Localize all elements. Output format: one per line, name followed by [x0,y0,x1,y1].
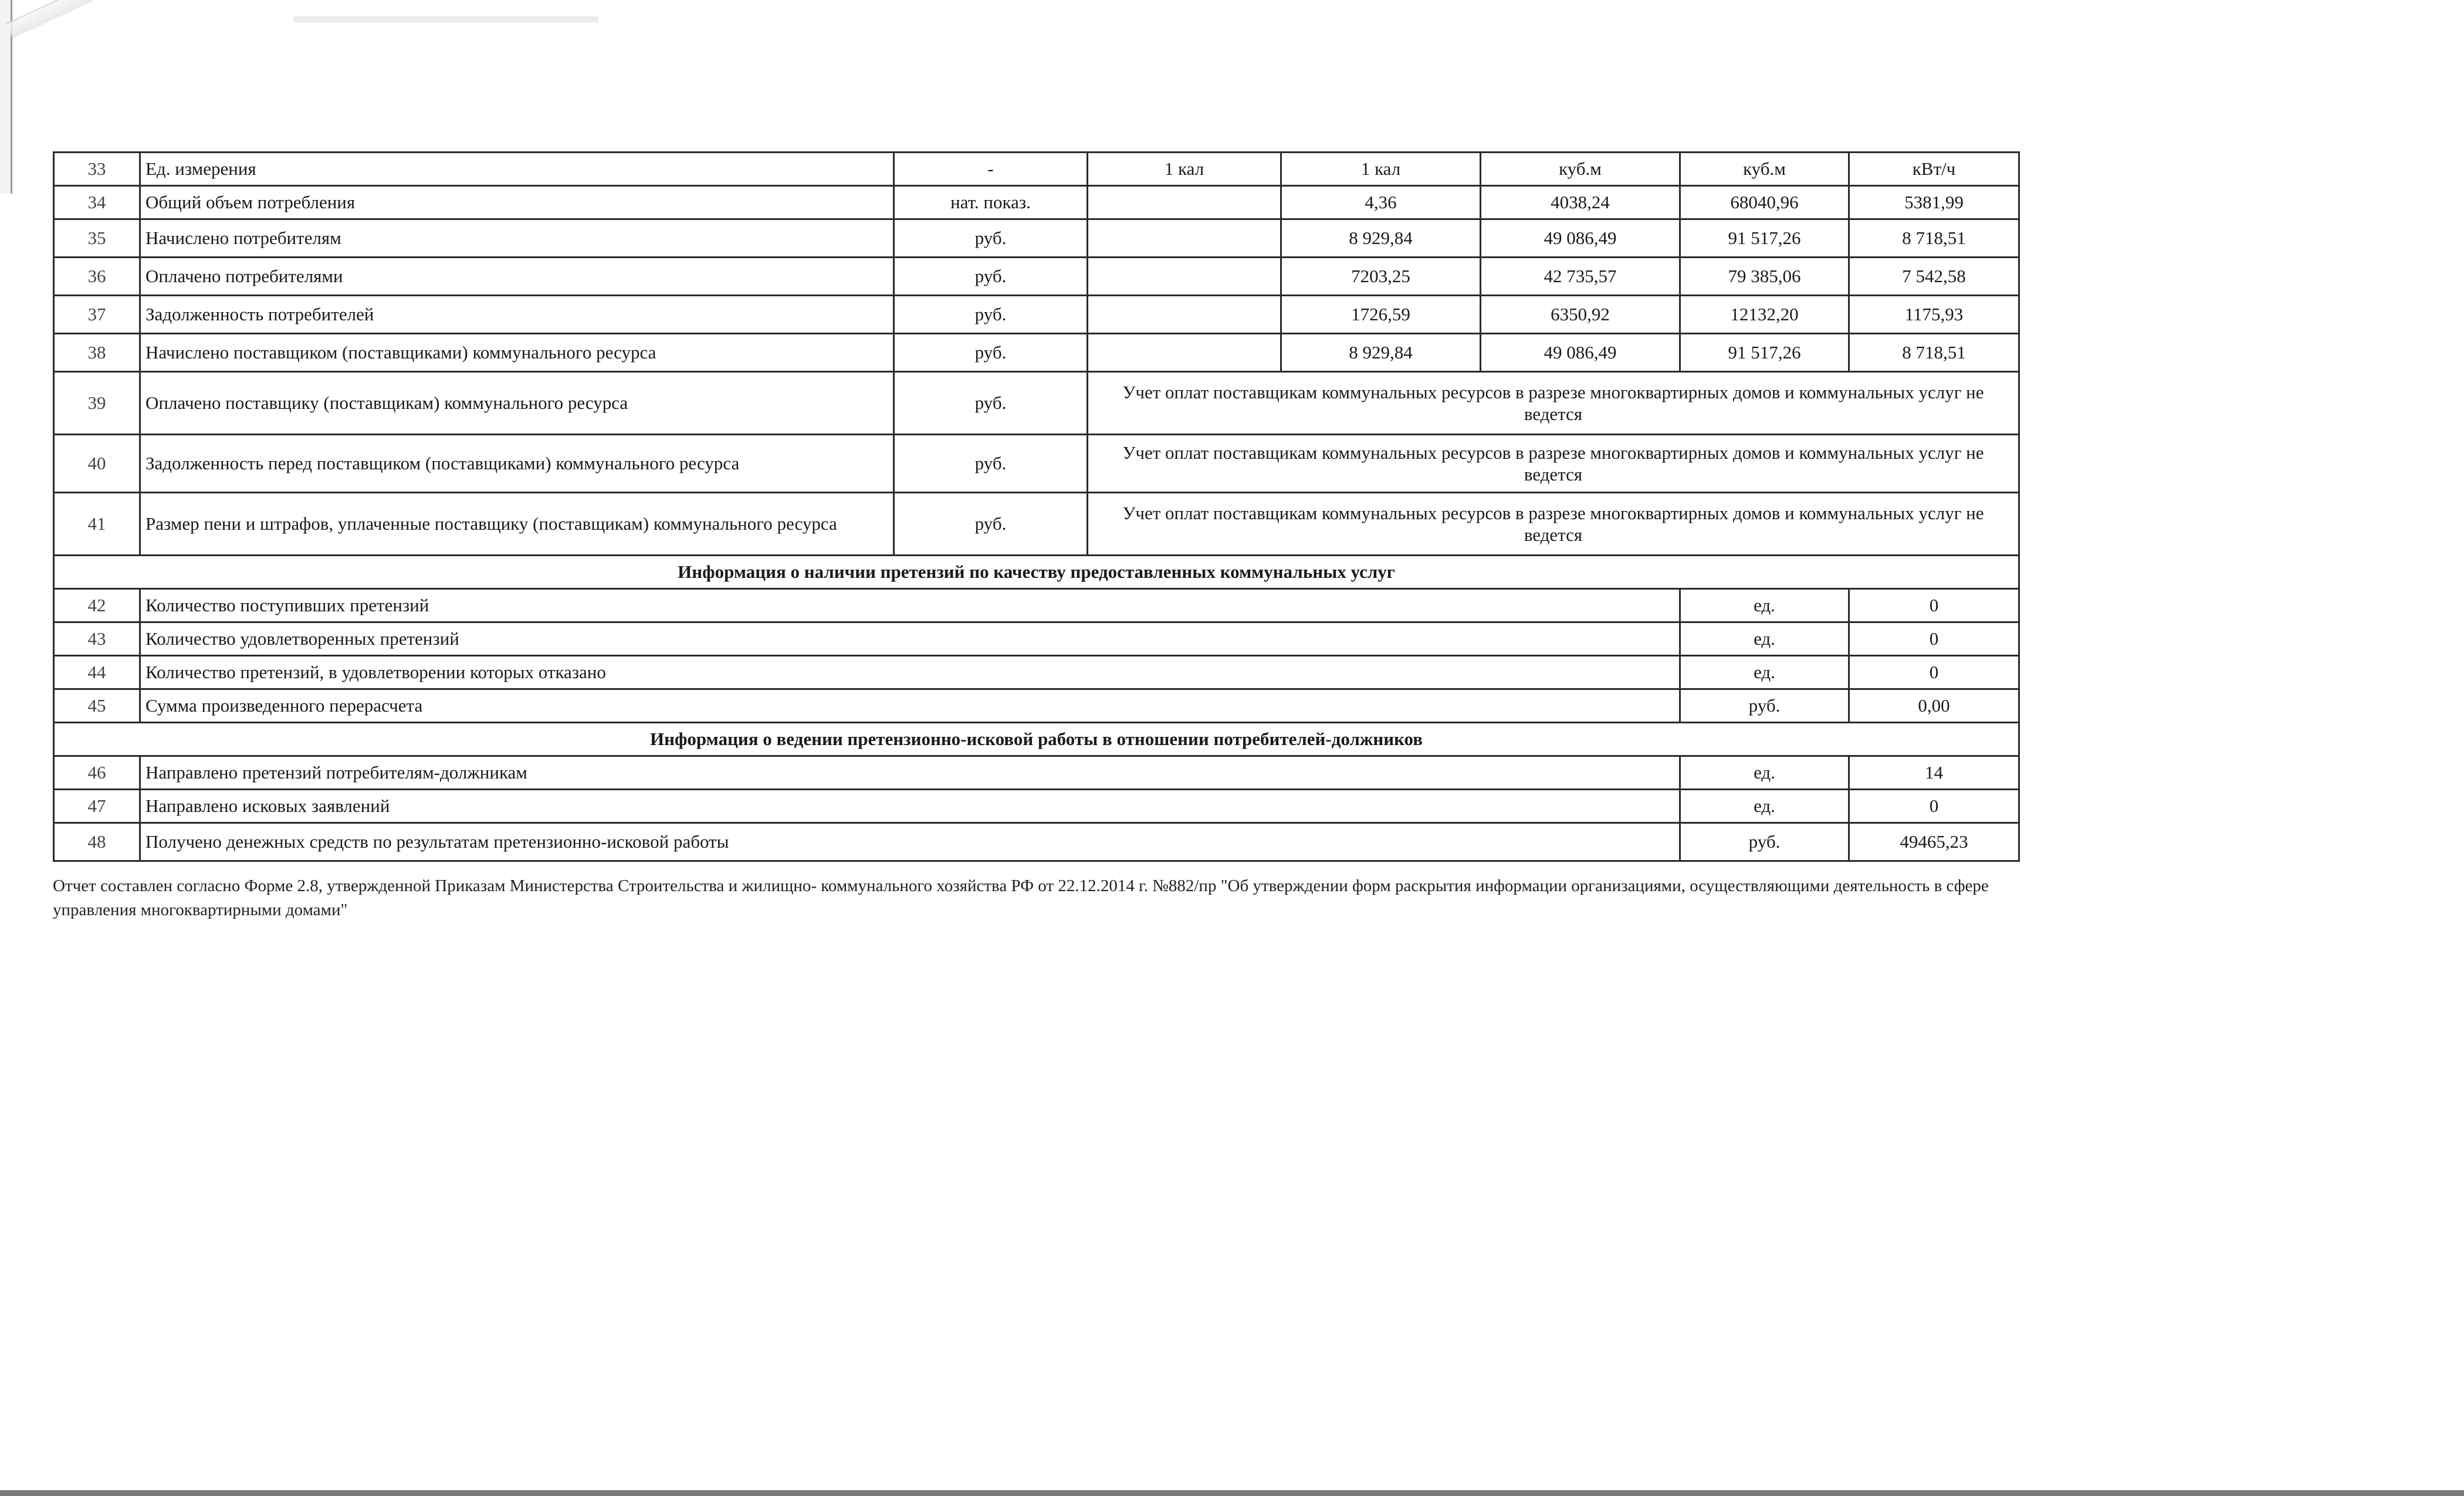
row-number: 48 [54,823,140,861]
cell-value [1088,258,1281,296]
table-row-46 [54,756,2019,790]
row-name: Количество поступивших претензий [140,589,1680,622]
row-number: 39 [54,372,140,435]
cell-value [1088,334,1281,372]
cell-value: 8 718,51 [1849,219,2019,258]
cell-value: 4038,24 [1481,186,1680,219]
row-number: 36 [54,258,140,296]
cell-value: 1726,59 [1281,296,1481,334]
cell-value: 8 929,84 [1281,219,1481,258]
cell-value: 49 086,49 [1481,334,1680,372]
row-name: Количество удовлетворенных претензий [140,622,1680,656]
table-row-48 [54,823,2019,861]
row-name: Получено денежных средств по результатам претензионно-исковой работы [140,823,1680,861]
cell-value: 49 086,49 [1481,219,1680,258]
cell-value [1088,296,1281,334]
row-unit: ед. [1680,589,1849,622]
cell-value: 42 735,57 [1481,258,1680,296]
cell-value: 68040,96 [1680,186,1849,219]
table-row-38 [54,334,2019,372]
cell-value: 91 517,26 [1680,334,1849,372]
section-title: Информация о ведении претензионно-исковой работы в отношении потребителей-должников [54,723,2019,756]
row-name: Ед. измерения [140,153,894,186]
not-tracked-note: Учет оплат поставщикам коммунальных ресурсов в разрезе многоквартирных домов и коммунальных услуг не ведется [1088,372,2019,435]
row-unit: руб. [1680,823,1849,861]
cell-value: 7 542,58 [1849,258,2019,296]
row-unit: руб. [894,219,1088,258]
row-unit: ед. [1680,656,1849,689]
cell-value: 8 718,51 [1849,334,2019,372]
row-number: 33 [54,153,140,186]
row-name: Количество претензий, в удовлетворении которых отказано [140,656,1680,689]
row-number: 40 [54,435,140,493]
table-row-40 [54,435,2019,493]
cell-value: 91 517,26 [1680,219,1849,258]
utilities-report-table [53,151,2020,862]
col-5-unit: кВт/ч [1849,153,2019,186]
not-tracked-note: Учет оплат поставщикам коммунальных ресурсов в разрезе многоквартирных домов и коммунальных услуг не ведется [1088,435,2019,493]
row-unit: руб. [894,334,1088,372]
row-number: 38 [54,334,140,372]
row-name: Оплачено потребителями [140,258,894,296]
cell-value: 0 [1849,622,2019,656]
row-name: Общий объем потребления [140,186,894,219]
row-unit: ед. [1680,622,1849,656]
row-name: Оплачено поставщику (поставщикам) коммунального ресурса [140,372,894,435]
cell-value: 1175,93 [1849,296,2019,334]
cell-value [1088,219,1281,258]
row-unit: ед. [1680,756,1849,790]
col-1-unit: 1 кал [1088,153,1281,186]
row-number: 37 [54,296,140,334]
cell-value: 49465,23 [1849,823,2019,861]
row-number: 42 [54,589,140,622]
row-number: 44 [54,656,140,689]
scan-bottom-edge [0,1490,2464,1496]
row-name: Начислено поставщиком (поставщиками) коммунального ресурса [140,334,894,372]
cell-value: 0 [1849,656,2019,689]
row-unit: руб. [1680,689,1849,723]
not-tracked-note: Учет оплат поставщикам коммунальных ресурсов в разрезе многоквартирных домов и коммунальных услуг не ведется [1088,493,2019,556]
row-unit: ед. [1680,790,1849,823]
table-row-37 [54,296,2019,334]
row-unit: - [894,153,1088,186]
row-name: Начислено потребителям [140,219,894,258]
col-3-unit: куб.м [1481,153,1680,186]
row-number: 45 [54,689,140,723]
table-row-44 [54,656,2019,689]
section-header-litigation [54,723,2019,756]
row-number: 34 [54,186,140,219]
table-row-42 [54,589,2019,622]
row-unit: руб. [894,258,1088,296]
table-row-47 [54,790,2019,823]
footer-note: Отчет составлен согласно Форме 2.8, утвержденной Приказам Министерства Строительства и жилищно- коммунального хозяйства РФ от 22.12.2014 г. №882/пр "Об утверждении форм раскрытия информации организациями, осуществляющими деятельность в сфере управления многоквартирными домами" [53,876,1989,919]
cell-value: 0,00 [1849,689,2019,723]
col-2-unit: 1 кал [1281,153,1481,186]
section-header-claims [54,556,2019,589]
table-row-43 [54,622,2019,656]
cell-value: 8 929,84 [1281,334,1481,372]
cell-value: 7203,25 [1281,258,1481,296]
row-unit: руб. [894,435,1088,493]
cell-value [1088,186,1281,219]
cell-value: 12132,20 [1680,296,1849,334]
cell-value: 14 [1849,756,2019,790]
row-unit: руб. [894,493,1088,556]
table-row-45 [54,689,2019,723]
row-name: Размер пени и штрафов, уплаченные поставщику (поставщикам) коммунального ресурса [140,493,894,556]
cell-value: 6350,92 [1481,296,1680,334]
table-row-35 [54,219,2019,258]
table-row-34 [54,186,2019,219]
row-name: Задолженность потребителей [140,296,894,334]
row-unit: руб. [894,296,1088,334]
cell-value: 0 [1849,589,2019,622]
row-number: 47 [54,790,140,823]
row-name: Задолженность перед поставщиком (поставщиками) коммунального ресурса [140,435,894,493]
row-name: Направлено претензий потребителям-должникам [140,756,1680,790]
table-row-36 [54,258,2019,296]
cell-value: 79 385,06 [1680,258,1849,296]
row-unit: руб. [894,372,1088,435]
row-number: 46 [54,756,140,790]
scan-page-fold [6,0,343,38]
cell-value: 5381,99 [1849,186,2019,219]
row-number: 35 [54,219,140,258]
col-4-unit: куб.м [1680,153,1849,186]
section-title: Информация о наличии претензий по качеству предоставленных коммунальных услуг [54,556,2019,589]
row-name: Направлено исковых заявлений [140,790,1680,823]
row-number: 41 [54,493,140,556]
row-unit: нат. показ. [894,186,1088,219]
row-number: 43 [54,622,140,656]
cell-value: 4,36 [1281,186,1481,219]
scan-fold-shadow [293,16,598,22]
cell-value: 0 [1849,790,2019,823]
row-name: Сумма произведенного перерасчета [140,689,1680,723]
table-row-33 [54,153,2019,186]
table-row-39 [54,372,2019,435]
table-row-41 [54,493,2019,556]
